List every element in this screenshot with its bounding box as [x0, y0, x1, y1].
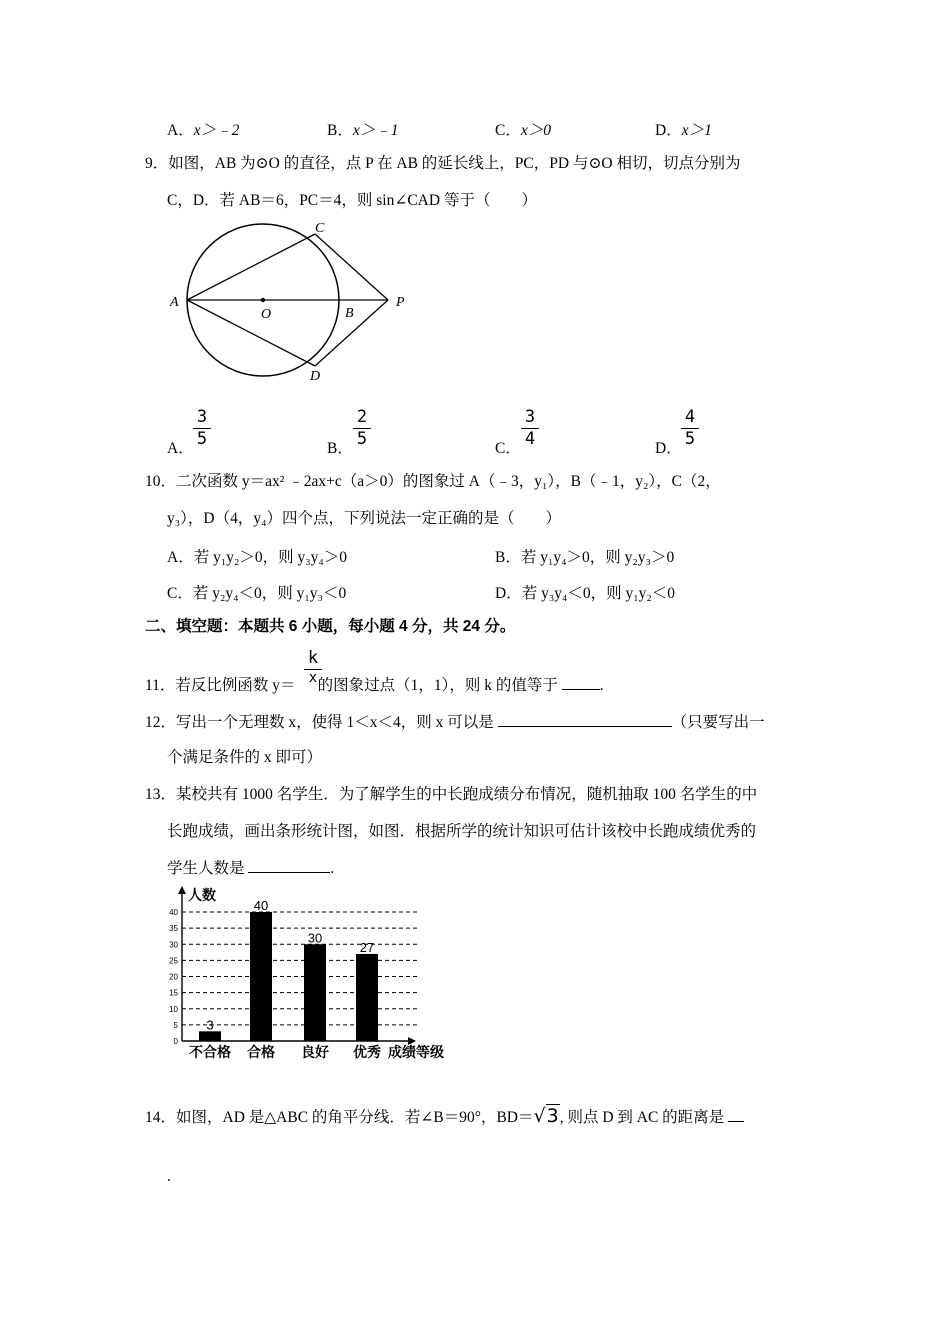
bar-优秀: [356, 954, 378, 1041]
category-label: 良好: [301, 1044, 329, 1060]
q10-option-d: D．若 y₃y₄＜0，则 y₁y₂＜0: [495, 585, 676, 602]
q10-option-b: B．若 y₁y₄＞0，则 y₂y₃＞0: [495, 549, 675, 566]
bar-不合格: [199, 1031, 221, 1041]
q9-option-b-fraction: 2 5: [353, 408, 371, 449]
q9-option-a-fraction: 3 5: [193, 408, 211, 449]
figure-label-p: P: [396, 295, 405, 310]
y-tick-label: 30: [169, 940, 178, 950]
y-tick-label: 35: [169, 924, 178, 934]
q14-answer-blank-part1[interactable]: [728, 1107, 744, 1122]
category-label: 不合格: [189, 1044, 231, 1060]
q9-option-d-label: D．: [655, 440, 682, 457]
q13-answer-blank[interactable]: [248, 858, 330, 873]
q14-line: [145, 1106, 744, 1128]
y-tick-label: 10: [169, 1004, 178, 1014]
q11-text-pre: 11．若反比例函数 y＝: [145, 677, 296, 694]
data-label: 40: [253, 898, 269, 913]
q10-line-2: y₃），D（4，y₄）四个点，下列说法一定正确的是（ ）: [167, 510, 562, 527]
y-axis-arrow: [178, 886, 186, 894]
q10-option-c: C．若 y₂y₄＜0，则 y₁y₃＜0: [167, 585, 347, 602]
q14-line-end: .: [167, 1168, 171, 1185]
q11-answer-blank[interactable]: [562, 675, 600, 690]
y-tick-label: 0: [173, 1037, 178, 1046]
bar-良好: [304, 944, 326, 1041]
q13-text-pre: 学生人数是: [167, 860, 245, 877]
q13-bar-chart: [160, 884, 460, 1066]
q13-line-3: [167, 858, 334, 879]
q11-fraction-k-over-x: k x: [304, 649, 322, 685]
y-tick-label: 15: [169, 988, 178, 998]
section-2-heading: 二、填空题：本题共 6 小题，每小题 4 分，共 24 分。: [145, 618, 516, 635]
q14-sqrt: √3: [533, 1105, 559, 1127]
q12-answer-blank[interactable]: [498, 712, 672, 727]
q9-option-d-fraction: 4 5: [681, 408, 699, 449]
q12-line-2: 个满足条件的 x 即可）: [167, 749, 323, 766]
q12-text-pre: 12．写出一个无理数 x，使得 1＜x＜4，则 x 可以是: [145, 714, 494, 731]
q11-text-post: 的图象过点（1，1），则 k 的值等于: [317, 677, 558, 694]
x-axis-title: 成绩等级: [388, 1044, 444, 1060]
data-label: 30: [307, 930, 323, 946]
q11-end: .: [599, 677, 604, 694]
q9-option-c-fraction: 3 4: [521, 408, 539, 449]
q8-option-b: B．x＞﹣1: [327, 122, 399, 139]
q12-text-post: （只要写出一: [671, 714, 765, 731]
figure-label-d: D: [310, 369, 321, 384]
q9-geometry-figure: [160, 218, 420, 388]
y-tick-label: 25: [169, 956, 178, 966]
bar-合格: [250, 912, 272, 1041]
q8-option-d: D．x＞1: [655, 122, 712, 139]
category-label: 合格: [247, 1044, 275, 1060]
q8-option-c: C．x＞0: [495, 122, 551, 139]
q11-line: [145, 675, 604, 696]
data-label: 3: [206, 1017, 214, 1033]
q14-text-post: , 则点 D 到 AC 的距离是: [559, 1109, 725, 1126]
q8-option-a: A．x＞﹣2: [167, 122, 240, 139]
y-axis-title: 人数: [188, 887, 216, 903]
category-label: 优秀: [353, 1044, 381, 1060]
q10-line-1: 10．二次函数 y＝ax² ﹣2ax+c（a＞0）的图象过 A（﹣3，y₁），B（﹣1，y₂），C（2，: [145, 473, 721, 490]
q9-option-b-label: B．: [327, 440, 353, 457]
figure-label-a: A: [170, 295, 179, 310]
q13-end: .: [330, 860, 335, 877]
q14-text-pre: 14．如图，AD 是△ABC 的角平分线．若∠B＝90°，BD＝: [145, 1109, 534, 1126]
q9-line-2: C，D．若 AB＝6，PC＝4，则 sin∠CAD 等于（ ）: [167, 192, 537, 209]
y-tick-label: 5: [173, 1020, 178, 1030]
q9-option-a-label: A．: [167, 440, 194, 457]
figure-label-c: C: [315, 221, 325, 236]
figure-label-o: O: [261, 307, 272, 322]
figure-label-b: B: [345, 306, 354, 321]
q9-option-c-label: C．: [495, 440, 521, 457]
data-label: 27: [359, 939, 375, 955]
q10-option-a: A．若 y₁y₂＞0，则 y₃y₄＞0: [167, 549, 348, 566]
q13-line-1: 13．某校共有 1000 名学生．为了解学生的中长跑成绩分布情况，随机抽取 100 名学生的中: [145, 786, 758, 803]
q9-line-1: 9．如图，AB 为⊙O 的直径，点 P 在 AB 的延长线上，PC，PD 与⊙O 相切，切点分别为: [145, 155, 741, 172]
y-tick-label: 20: [169, 972, 178, 982]
q13-line-2: 长跑成绩，画出条形统计图，如图．根据所学的统计知识可估计该校中长跑成绩优秀的: [167, 823, 757, 840]
q12-line-1: [145, 712, 765, 733]
y-tick-label: 40: [169, 908, 178, 917]
